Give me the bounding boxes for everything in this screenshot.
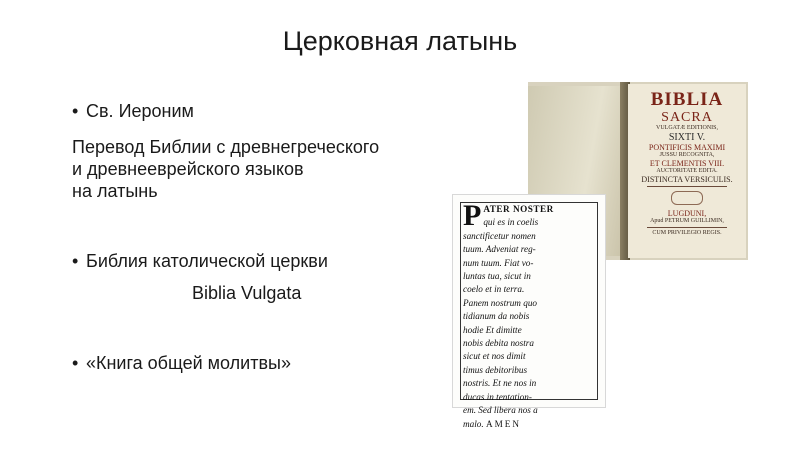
manuscript-line: coelo et in terra. [463, 284, 525, 295]
title-page-line: Apud PETRUM GUILLIMIN, [650, 218, 724, 224]
ornament-icon [671, 191, 703, 205]
manuscript-line: sicut et nos dimit [463, 351, 526, 362]
manuscript-line: luntas tua, sicut in [463, 271, 531, 282]
slide-content [72, 100, 472, 374]
title-page [628, 84, 746, 258]
pater-noster-manuscript [452, 194, 606, 429]
manuscript-line: nobis debita nostra [463, 338, 534, 349]
manuscript-line: sanctificetur nomen [463, 230, 536, 241]
manuscript-line: tuum. Adveniat reg- [463, 244, 536, 255]
title-page-line: SIXTI V. [668, 132, 706, 143]
title-page-line: LUGDUNI, [667, 209, 707, 218]
paragraph-line: Перевод Библии с древнегреческого [72, 137, 380, 157]
amen-text: AMEN [485, 418, 522, 429]
manuscript-line: em. Sed libera nos a [463, 405, 538, 416]
manuscript-line: ATER NOSTER [483, 204, 554, 214]
manuscript-text [463, 199, 591, 431]
manuscript-line: ducas in tentation- [463, 391, 532, 402]
title-page-line: JUSSU RECOGNITA, [659, 152, 715, 158]
manuscript-line: timus debitoribus [463, 364, 528, 375]
slide-title: Церковная латынь [282, 26, 518, 56]
manuscript-line: tidianum da nobis [463, 311, 530, 322]
bullet-common-prayer: • «Книга общей молитвы» [72, 352, 472, 374]
manuscript-line: num tuum. Fiat vo- [463, 257, 534, 268]
manuscript-line [463, 418, 591, 431]
vulgata-label: Biblia Vulgata [192, 283, 302, 303]
paragraph-line: и древнееврейского языков [72, 159, 304, 179]
manuscript-line: qui es in coelis [483, 217, 539, 228]
divider [647, 227, 727, 228]
title-page-line: PONTIFICIS MAXIMI [648, 143, 726, 152]
title-page-line: SACRA [661, 110, 713, 125]
manuscript-line: hodie Et dimitte [463, 324, 522, 335]
title-page-line: AUCTORITATE EDITA. [656, 168, 718, 174]
bullet-jerome: • Св. Иероним [72, 100, 472, 122]
title-page-line: ET CLEMENTIS VIII. [649, 159, 725, 168]
manuscript-line: Panem nostrum quo [463, 297, 538, 308]
title-page-line: BIBLIA [650, 89, 724, 110]
drop-cap: P [463, 199, 482, 232]
bullet-catholic-bible: • Библия католической церкви [72, 250, 472, 272]
manuscript-word: malo. [463, 418, 484, 429]
title-page-line: VULGATÆ EDITIONIS, [656, 125, 718, 131]
divider [647, 186, 727, 187]
title-page-line: CUM PRIVILEGIO REGIS. [652, 230, 722, 236]
translation-paragraph [72, 136, 472, 202]
paragraph-line: на латынь [72, 181, 158, 201]
title-page-line: DISTINCTA VERSICULIS. [641, 175, 733, 184]
manuscript-line: nostris. Et ne nos in [463, 378, 537, 389]
